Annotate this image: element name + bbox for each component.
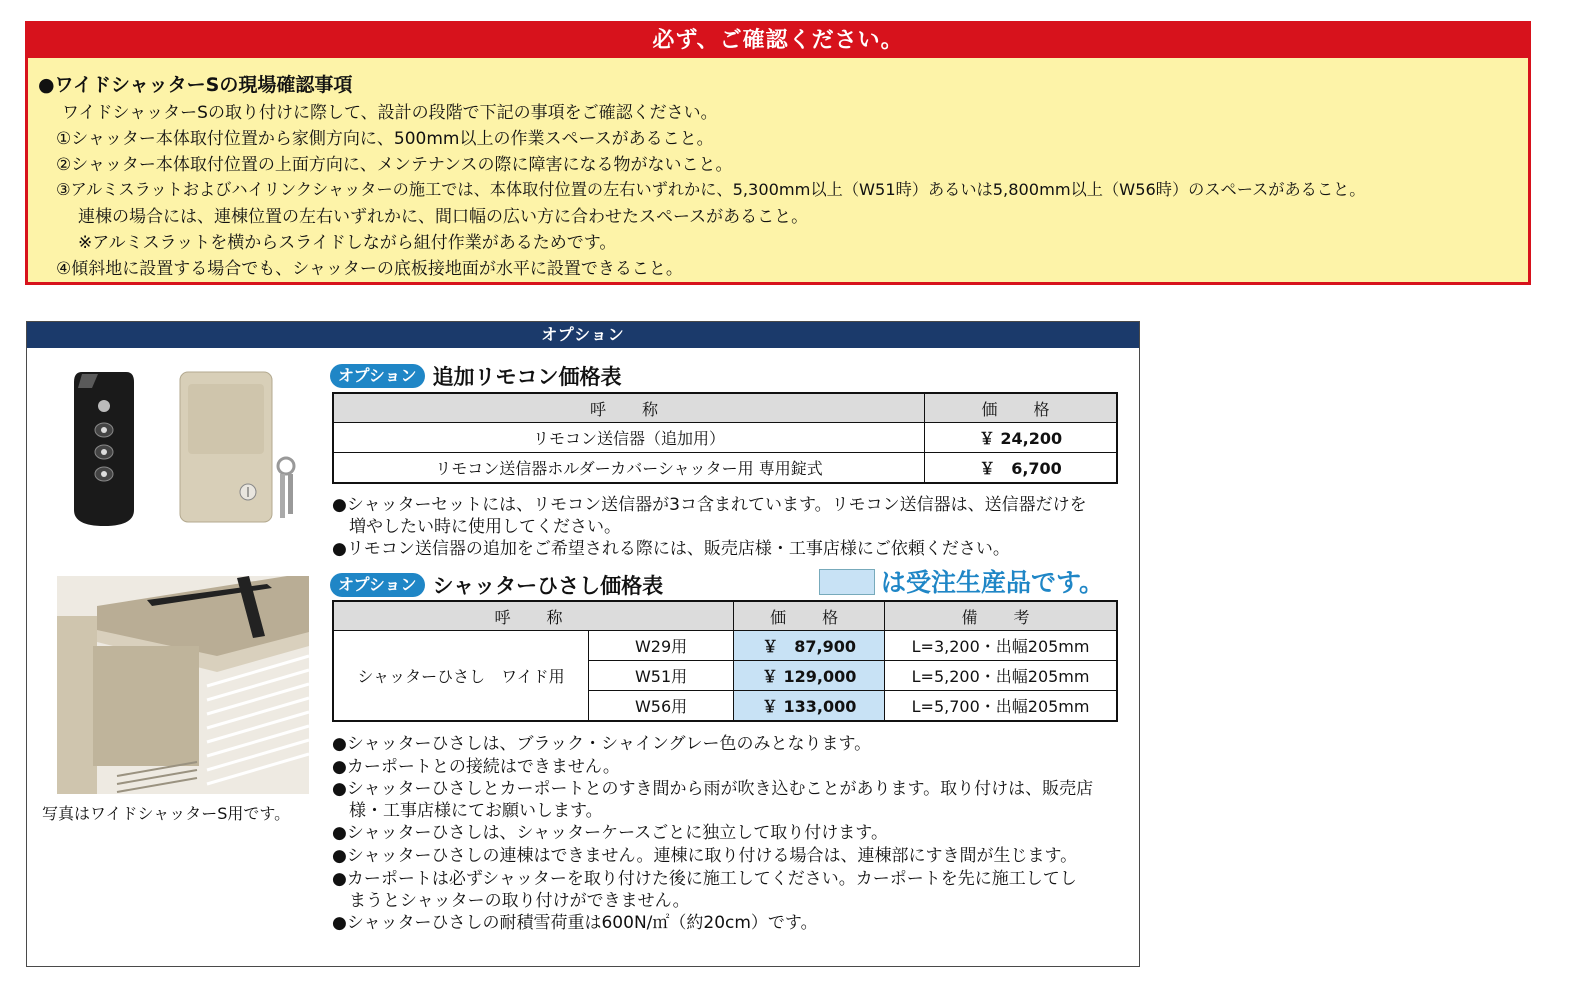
- item-price: ￥ 24,200: [925, 423, 1118, 453]
- note-line: ●シャッターひさしの耐積雪荷重は600N/㎡（約20cm）です。: [332, 913, 818, 933]
- notice-title: ●ワイドシャッターSの現場確認事項: [38, 74, 353, 96]
- notice-line: ①シャッター本体取付位置から家側方向に、500mm以上の作業スペースがあること。: [56, 129, 714, 149]
- notice-line: ※アルミスラットを横からスライドしながら組付作業があるためです。: [78, 233, 617, 253]
- note-line: ●シャッターセットには、リモコン送信器が3コ含まれています。リモコン送信器は、送信器だけを: [332, 495, 1087, 515]
- note-line: ●シャッターひさしは、ブラック・シャイングレー色のみとなります。: [332, 734, 872, 754]
- made-to-order-swatch: [819, 569, 875, 595]
- note-line: 増やしたい時に使用してください。: [349, 517, 621, 537]
- column-header-name: 呼 称: [333, 601, 734, 631]
- remote-control-image: [68, 368, 140, 530]
- item-price: ￥ 6,700: [925, 453, 1118, 484]
- made-to-order-legend: は受注生産品です。: [881, 568, 1105, 597]
- option-badge: オプション: [330, 364, 425, 388]
- note-line: ●カーポートとの接続はできません。: [332, 757, 620, 777]
- product-name: シャッターひさし ワイド用: [333, 631, 589, 722]
- item-note: L=3,200・出幅205mm: [885, 631, 1117, 661]
- note-line: ●カーポートは必ずシャッターを取り付けた後に施工してください。カーポートを先に施工してし: [332, 869, 1077, 889]
- size-label: W56用: [589, 691, 734, 722]
- visor-price-table: [332, 600, 1118, 722]
- note-line: 様・工事店様にてお願いします。: [349, 801, 603, 821]
- note-line: まうとシャッターの取り付けができません。: [349, 891, 690, 911]
- notice-box: [25, 21, 1531, 285]
- size-label: W51用: [589, 661, 734, 691]
- notice-line: ワイドシャッターSの取り付けに際して、設計の段階で下記の事項をご確認ください。: [62, 103, 718, 123]
- notice-line: ③アルミスラットおよびハイリンクシャッターの施工では、本体取付位置の左右いずれかに、5,300mm以上（W51時）あるいは5,800mm以上（W56時）のスペースがあること。: [56, 180, 1366, 199]
- item-name: リモコン送信器（追加用）: [333, 423, 925, 453]
- item-note: L=5,700・出幅205mm: [885, 691, 1117, 722]
- item-price: ￥ 129,000: [734, 661, 885, 691]
- notice-line: ②シャッター本体取付位置の上面方向に、メンテナンスの際に障害になる物がないこと。: [56, 155, 733, 175]
- visor-section-title: [330, 570, 663, 600]
- notice-line: ④傾斜地に設置する場合でも、シャッターの底板接地面が水平に設置できること。: [56, 259, 683, 279]
- table-row: [333, 423, 1117, 453]
- note-line: ●シャッターひさしは、シャッターケースごとに独立して取り付けます。: [332, 823, 888, 843]
- holder-cover-image: [176, 370, 306, 528]
- remote-section-title: [330, 361, 622, 391]
- item-note: L=5,200・出幅205mm: [885, 661, 1117, 691]
- item-price: ￥ 133,000: [734, 691, 885, 722]
- notice-header: 必ず、ご確認ください。: [28, 24, 1528, 58]
- item-name: リモコン送信器ホルダーカバーシャッター用 専用錠式: [333, 453, 925, 484]
- column-header-note: 備 考: [885, 601, 1117, 631]
- options-header: オプション: [27, 322, 1139, 348]
- column-header-price: 価 格: [734, 601, 885, 631]
- note-line: ●リモコン送信器の追加をご希望される際には、販売店様・工事店様にご依頼ください。: [332, 539, 1010, 559]
- remote-price-table: [332, 392, 1118, 484]
- column-header-name: 呼 称: [333, 393, 925, 423]
- table-row: [333, 631, 1117, 661]
- notice-line: 連棟の場合には、連棟位置の左右いずれかに、間口幅の広い方に合わせたスペースがあること。: [78, 207, 809, 227]
- item-price: ￥ 87,900: [734, 631, 885, 661]
- column-header-price: 価 格: [925, 393, 1118, 423]
- visor-table-title: シャッターひさし価格表: [432, 574, 664, 598]
- shutter-visor-image: [57, 576, 309, 794]
- table-row: [333, 453, 1117, 484]
- size-label: W29用: [589, 631, 734, 661]
- option-badge: オプション: [330, 573, 425, 597]
- note-line: ●シャッターひさしとカーポートとのすき間から雨が吹き込むことがあります。取り付けは、販売店: [332, 779, 1094, 799]
- photo-caption: 写真はワイドシャッターS用です。: [42, 804, 291, 823]
- note-line: ●シャッターひさしの連棟はできません。連棟に取り付ける場合は、連棟部にすき間が生じます。: [332, 846, 1078, 866]
- remote-table-title: 追加リモコン価格表: [432, 365, 622, 389]
